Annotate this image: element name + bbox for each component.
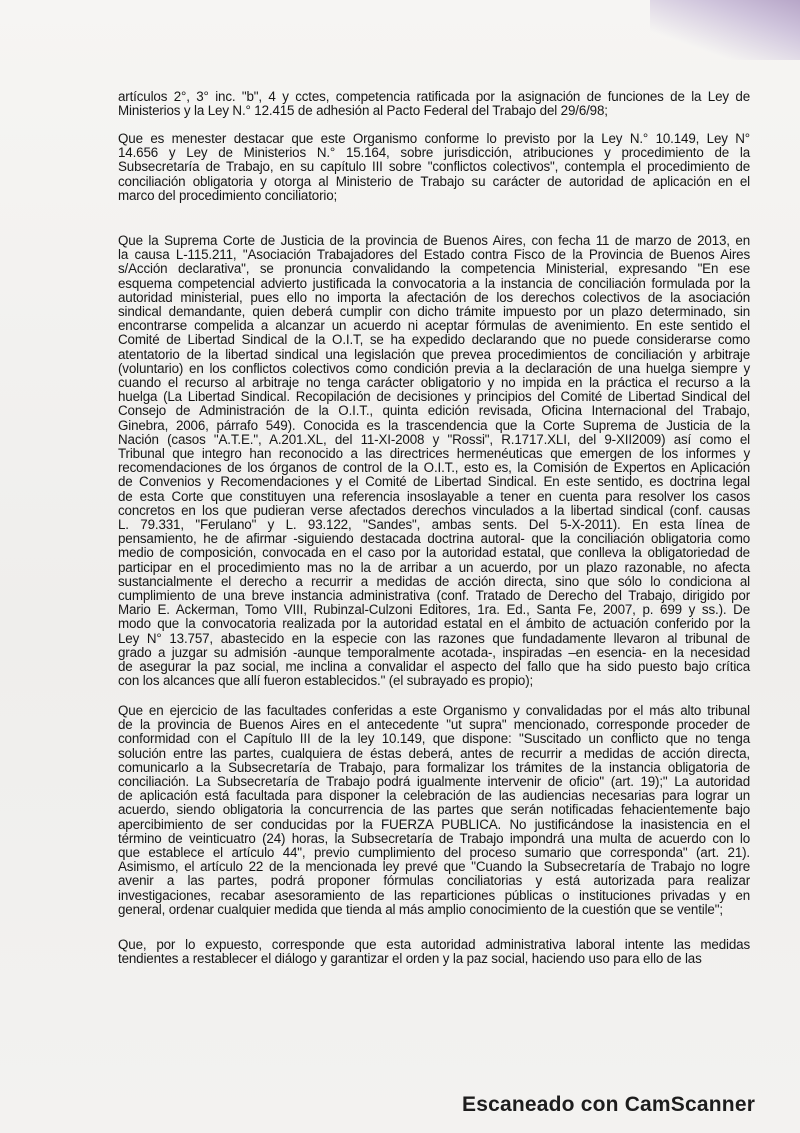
paragraph <box>118 132 750 203</box>
text-line: autoridad ministerial, pues ello no importa la afectación de los derechos colectivos de la asociación <box>118 289 750 305</box>
text-line: comunicarlo a la Subsecretaría de Trabajo, para formalizar los trámites de la instancia obligatoria de <box>118 759 750 775</box>
text-line: artículos 2°, 3° inc. "b", 4 y cctes, competencia ratificada por la asignación de funciones de la Ley de <box>118 89 750 104</box>
paragraph <box>118 938 750 966</box>
text-line: sindical demandante, quien deberá cumplir con dicho trámite impuesto por un plazo determinado, sin <box>118 304 750 320</box>
text-line: solución entre las partes, cualquiera de éstas deberá, antes de recurrir a medidas de acción directa, <box>118 745 750 761</box>
text-line: avenir a las partes, podrá proponer fórmulas conciliatorias y está autorizada para realizar <box>118 873 750 889</box>
text-line: Comité de Libertad Sindical de la O.I.T, se ha expedido declarando que no puede considerarse como <box>118 332 750 348</box>
text-line: medio de composición, convocada en el caso por la autoridad estatal, que conlleva la obligatoriedad de <box>118 545 750 561</box>
text-line: Ginebra, 2006, párrafo 549). Conocida es la trascendencia que la Corte Suprema de Justicia de la <box>118 417 750 433</box>
text-line: (voluntario) en los conflictos colectivos como condición previa a la declaración de una huelga siempre y <box>118 360 750 376</box>
text-line: apercibimiento de ser conducidas por la FUERZA PUBLICA. No justificándose la inasistencia en el <box>118 816 750 832</box>
text-line: investigaciones, recabar asesoramiento de las reparticiones públicas o instituciones privadas y en <box>118 887 750 903</box>
text-line: la causa L-115.211, "Asociación Trabajadores del Estado contra Fisco de la Provincia de Buenos Aires <box>118 247 750 263</box>
text-line: Que, por lo expuesto, corresponde que esta autoridad administrativa laboral intente las medidas <box>118 937 750 952</box>
text-line: recomendaciones de los órganos de control de la O.I.T., esto es, la Comisión de Expertos en Aplicación <box>118 460 750 476</box>
text-line: Que es menester destacar que este Organismo conforme lo previsto por la Ley N.° 10.149, Ley N° <box>118 131 750 146</box>
text-line: sustancialmente el derecho a recurrir a medidas de acción directa, sino que sólo lo condiciona al <box>118 573 750 589</box>
text-line: Asimismo, el artículo 22 de la mencionada ley prevé que "Cuando la Subsecretaría de Trabajo no logre <box>118 859 750 875</box>
text-line: atentatorio de la libertad sindical una legislación que prevea procedimientos de conciliación y arbitraje <box>118 346 750 362</box>
text-line: esquema competencial advierto justificada la convocatoria a la instancia de conciliación formulada por la <box>118 275 750 291</box>
text-line: de esta Corte que constituyen una referencia insoslayable a tener en cuenta para resolver los casos <box>118 488 750 504</box>
text-line: cuando el recurso al arbitraje no tenga carácter obligatorio y no impida en la práctica el recurso a la <box>118 375 750 391</box>
paragraph <box>118 90 750 118</box>
text-line: Que en ejercicio de las facultades conferidas a este Organismo y convalidadas por el más alto tribunal <box>118 703 750 718</box>
text-line: encontrarse compelida a alcanzar un acuerdo ni aceptar fórmulas de avenimiento. En este sentido el <box>118 318 750 334</box>
text-line: tendientes a restablecer el diálogo y garantizar el orden y la paz social, haciendo uso para ello de las <box>118 951 702 967</box>
paragraph <box>118 234 750 689</box>
text-line: con los alcances que allí fueron establecidos." (el subrayado es propio); <box>118 673 534 689</box>
text-line: Ministerios y la Ley N.° 12.415 de adhesión al Pacto Federal del Trabajo del 29/6/98; <box>118 103 608 119</box>
text-line: conciliación. La Subsecretaría de Trabajo podrá igualmente intervenir de oficio" (art. 19);" La autoridad <box>118 774 750 790</box>
text-line: que establece el artículo 44", previo cumplimiento del proceso sumario que corresponda" (art. 21). <box>118 845 750 861</box>
text-line: Consejo de Administración de la O.I.T., quinta edición revisada, Oficina Internacional del Trabajo, <box>118 403 750 419</box>
text-line: de asegurar la paz social, me inclina a convalidar el aspecto del fallo que ha sido puesto bajo crítica <box>118 659 750 675</box>
text-line: Mario E. Ackerman, Tomo VIII, Rubinzal-Culzoni Editores, 1ra. Ed., Santa Fe, 2007, p. 699 y ss.). De <box>118 602 750 618</box>
scan-corner-shadow <box>650 0 800 60</box>
text-line: de la provincia de Buenos Aires en el antecedente "ut supra" mencionado, corresponde proceder de <box>118 717 750 733</box>
text-line: Nación (casos "A.T.E.", A.201.XL, del 11-XI-2008 y "Rossi", R.1717.XLI, del 9-XII2009) así como el <box>118 431 750 447</box>
text-line: pensamiento, he de afirmar -siguiendo destacada doctrina autoral- que la conciliación obligatoria como <box>118 531 750 547</box>
text-line: Que la Suprema Corte de Justicia de la provincia de Buenos Aires, con fecha 11 de marzo de 2013, en <box>118 233 750 248</box>
text-line: 14.656 y Ley de Ministerios N.° 15.164, sobre jurisdicción, atribuciones y procedimiento de la <box>118 145 750 161</box>
text-line: de Convenios y Recomendaciones y el Comité de Libertad Sindical. En este sentido, es doctrina legal <box>118 474 750 490</box>
text-line: Subsecretaría de Trabajo, en su capítulo III sobre "conflictos colectivos", contempla el procedimiento de <box>118 159 750 175</box>
text-line: de aplicación está facultada para disponer la celebración de las audiencias necesarias para lograr un <box>118 788 750 804</box>
text-line: acuerdo, siendo obligatoria la concurrencia de las partes que serán notificadas fehacientemente bajo <box>118 802 750 818</box>
text-line: concretos en los que pudieran verse afectados derechos vinculados a la libertad sindical (conf. causas <box>118 502 750 518</box>
text-line: huelga (La Libertad Sindical. Recopilación de decisiones y principios del Comité de Libertad Sindical del <box>118 389 750 405</box>
text-line: grado a juzgar su admisión -aunque temporalmente acotada-, inspiradas –en esencia- en la necesidad <box>118 644 750 660</box>
text-line: L. 79.331, "Ferulano" y L. 93.122, "Sandes", ambas sents. Del 5-X-2011). En esta línea de <box>118 517 750 533</box>
text-line: s/Acción declarativa", se pronuncia convalidando la competencia Ministerial, expresando "En ese <box>118 261 750 277</box>
camscanner-watermark: Escaneado con CamScanner <box>462 1093 756 1116</box>
text-line: modo que la convocatoria realizada por la autoridad estatal en el ámbito de actuación conferido por la <box>118 616 750 632</box>
text-line: conformidad con el Capítulo III de la ley 10.149, que dispone: "Suscitado un conflicto que no tenga <box>118 731 750 747</box>
text-line: término de veinticuatro (24) horas, la Subsecretaría de Trabajo impondrá una multa de acuerdo con lo <box>118 830 750 846</box>
text-line: participar en el procedimiento mas no la de arribar a un acuerdo, por un plazo razonable, no afecta <box>118 559 750 575</box>
text-line: general, ordenar cualquier medida que tienda al más amplio conocimiento de la cuestión que se ventile"; <box>118 901 723 917</box>
paragraph <box>118 704 750 917</box>
text-line: Ley N° 13.757, abastecido en la especie con las razones que fundadamente llevaron al tribunal de <box>118 630 750 646</box>
text-line: conciliación obligatoria y otorga al Ministerio de Trabajo su carácter de autoridad de aplicación en el <box>118 173 750 189</box>
text-line: Tribunal que integro han reconocido a las directrices hermenéuticas que emergen de los informes y <box>118 446 750 462</box>
text-line: cumplimiento de una breve instancia administrativa (conf. Tratado de Derecho del Trabajo, dirigido por <box>118 588 750 604</box>
text-line: marco del procedimiento conciliatorio; <box>118 187 338 203</box>
